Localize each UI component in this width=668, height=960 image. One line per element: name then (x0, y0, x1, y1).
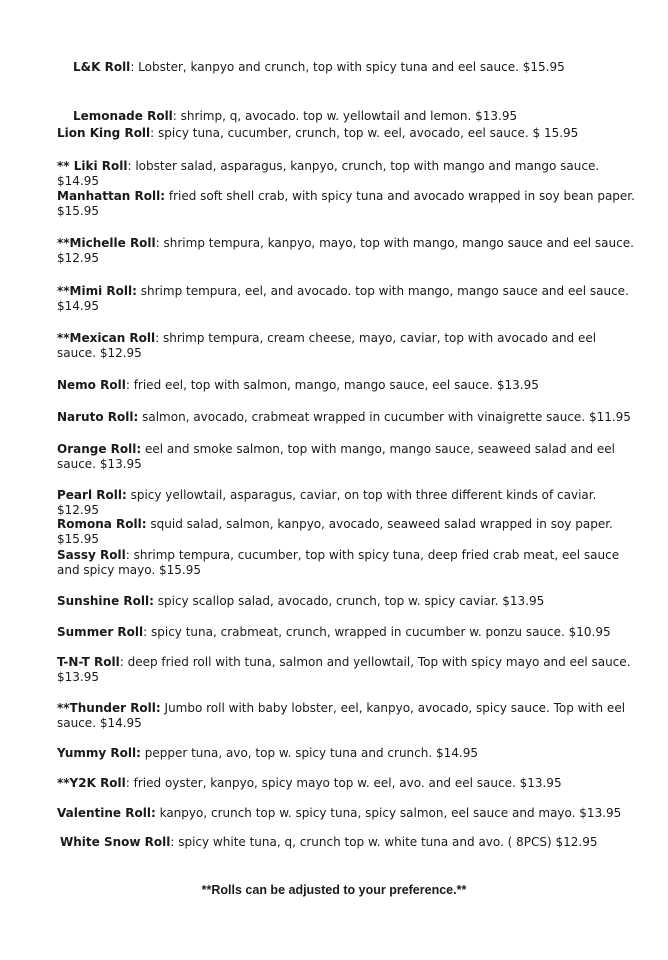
item-name: Lemonade Roll (73, 109, 173, 123)
item-name: Sunshine Roll: (57, 594, 154, 608)
menu-item-mimi-roll (57, 284, 637, 314)
menu-item-orange-roll (57, 442, 637, 472)
item-description: Jumbo roll with baby lobster, eel, kanpyo, avocado, spicy sauce. Top with eel sauce. $14.95 (57, 701, 626, 730)
item-name: Manhattan Roll: (57, 189, 166, 203)
item-name: Romona Roll: (57, 517, 147, 531)
item-description: fried oyster, kanpyo, spicy mayo top w. eel, avo. and eel sauce. $13.95 (133, 776, 562, 790)
menu-item-liki-roll: ** Liki Roll: lobster salad, asparagus, kanpyo, crunch, top with mango and mango sauce. $14.95 (57, 159, 600, 188)
item-description: shrimp tempura, eel, and avocado. top with mango, mango sauce and eel sauce. $14.95 (57, 284, 629, 313)
menu-item-y2k-roll: **Y2K Roll: fried oyster, kanpyo, spicy mayo top w. eel, avo. and eel sauce. $13.95 (57, 776, 562, 790)
menu-item-thunder-roll (57, 701, 637, 731)
item-description: deep fried roll with tuna, salmon and yellowtail, Top with spicy mayo and eel sauce. $13.95 (57, 655, 631, 684)
item-description: pepper tuna, avo, top w. spicy tuna and crunch. $14.95 (144, 746, 478, 760)
footer-note: **Rolls can be adjusted to your preference.** (201, 882, 467, 897)
item-name: White Snow Roll (60, 835, 171, 849)
menu-item-yummy-roll (57, 746, 637, 761)
item-name: T-N-T Roll (57, 655, 120, 669)
item-name: Naruto Roll: (57, 410, 139, 424)
item-name: Lion King Roll (57, 126, 151, 140)
item-description: fried soft shell crab, with spicy tuna and avocado wrapped in soy bean paper. $15.95 (57, 189, 635, 218)
item-name: Sassy Roll (57, 548, 126, 562)
item-name: ** Liki Roll (57, 159, 128, 173)
item-description: Lobster, kanpyo and crunch, top with spicy tuna and eel sauce. $15.95 (138, 60, 565, 74)
item-description: fried eel, top with salmon, mango, mango sauce, eel sauce. $13.95 (133, 378, 539, 392)
item-name: Summer Roll (57, 625, 144, 639)
item-name: Orange Roll: (57, 442, 142, 456)
menu-item-michelle-roll: **Michelle Roll: shrimp tempura, kanpyo, mayo, top with mango, mango sauce and eel sauce. $12.95 (57, 236, 634, 265)
menu-item-mexican-roll: **Mexican Roll: shrimp tempura, cream cheese, mayo, caviar, top with avocado and eel sauce. $12.95 (57, 331, 597, 360)
menu-item-tnt-roll: T-N-T Roll: deep fried roll with tuna, salmon and yellowtail, Top with spicy mayo and eel sauce. $13.95 (57, 655, 631, 684)
item-description: shrimp tempura, cucumber, top with spicy tuna, deep fried crab meat, eel sauce and spicy mayo. $15.95 (57, 548, 620, 577)
menu-item-summer-roll: Summer Roll: spicy tuna, crabmeat, crunch, wrapped in cucumber w. ponzu sauce. $10.95 (57, 625, 611, 639)
item-description: shrimp tempura, kanpyo, mayo, top with mango, mango sauce and eel sauce. $12.95 (57, 236, 634, 265)
menu-item-nemo-roll: Nemo Roll: fried eel, top with salmon, mango, mango sauce, eel sauce. $13.95 (57, 378, 539, 392)
item-description: lobster salad, asparagus, kanpyo, crunch, top with mango and mango sauce. $14.95 (57, 159, 600, 188)
item-name: Nemo Roll (57, 378, 126, 392)
item-description: spicy yellowtail, asparagus, caviar, on top with three different kinds of caviar. $12.95 (57, 488, 597, 517)
menu-item-romona-roll (57, 517, 637, 547)
menu-item-naruto-roll (57, 410, 637, 425)
item-description: spicy tuna, crabmeat, crunch, wrapped in cucumber w. ponzu sauce. $10.95 (151, 625, 611, 639)
item-description: shrimp tempura, cream cheese, mayo, caviar, top with avocado and eel sauce. $12.95 (57, 331, 597, 360)
item-description: spicy tuna, cucumber, crunch, top w. eel, avocado, eel sauce. $ 15.95 (158, 126, 579, 140)
item-name: Yummy Roll: (57, 746, 141, 760)
item-name: Valentine Roll: (57, 806, 156, 820)
item-name: **Mimi Roll: (57, 284, 137, 298)
menu-item-sassy-roll: Sassy Roll: shrimp tempura, cucumber, top with spicy tuna, deep fried crab meat, eel sauce and spicy mayo. $15.95 (57, 548, 620, 577)
menu-item-white-snow-roll: White Snow Roll: spicy white tuna, q, crunch top w. white tuna and avo. ( 8PCS) $12.95 (60, 835, 598, 849)
menu-item-lk-roll: L&K Roll: Lobster, kanpyo and crunch, top with spicy tuna and eel sauce. $15.95 (73, 60, 565, 74)
item-description: salmon, avocado, crabmeat wrapped in cucumber with vinaigrette sauce. $11.95 (142, 410, 631, 424)
item-name: L&K Roll (73, 60, 131, 74)
menu-item-valentine-roll (57, 806, 637, 821)
item-description: eel and smoke salmon, top with mango, mango sauce, seaweed salad and eel sauce. $13.95 (57, 442, 615, 471)
menu-item-pearl-roll (57, 488, 637, 518)
item-description: squid salad, salmon, kanpyo, avocado, seaweed salad wrapped in soy paper. $15.95 (57, 517, 613, 546)
item-name: **Thunder Roll: (57, 701, 161, 715)
menu-item-lion-king-roll: Lion King Roll: spicy tuna, cucumber, crunch, top w. eel, avocado, eel sauce. $ 15.95 (57, 126, 579, 140)
menu-item-manhattan-roll (57, 189, 637, 219)
item-name: **Michelle Roll (57, 236, 156, 250)
item-name: **Y2K Roll (57, 776, 126, 790)
item-description: shrimp, q, avocado. top w. yellowtail and lemon. $13.95 (180, 109, 518, 123)
menu-item-lemonade-roll: Lemonade Roll: shrimp, q, avocado. top w. yellowtail and lemon. $13.95 (73, 109, 518, 123)
item-description: spicy scallop salad, avocado, crunch, top w. spicy caviar. $13.95 (157, 594, 545, 608)
item-description: kanpyo, crunch top w. spicy tuna, spicy salmon, eel sauce and mayo. $13.95 (159, 806, 622, 820)
item-description: spicy white tuna, q, crunch top w. white tuna and avo. ( 8PCS) $12.95 (178, 835, 598, 849)
item-name: Pearl Roll: (57, 488, 127, 502)
item-name: **Mexican Roll (57, 331, 156, 345)
menu-item-sunshine-roll (57, 594, 637, 609)
